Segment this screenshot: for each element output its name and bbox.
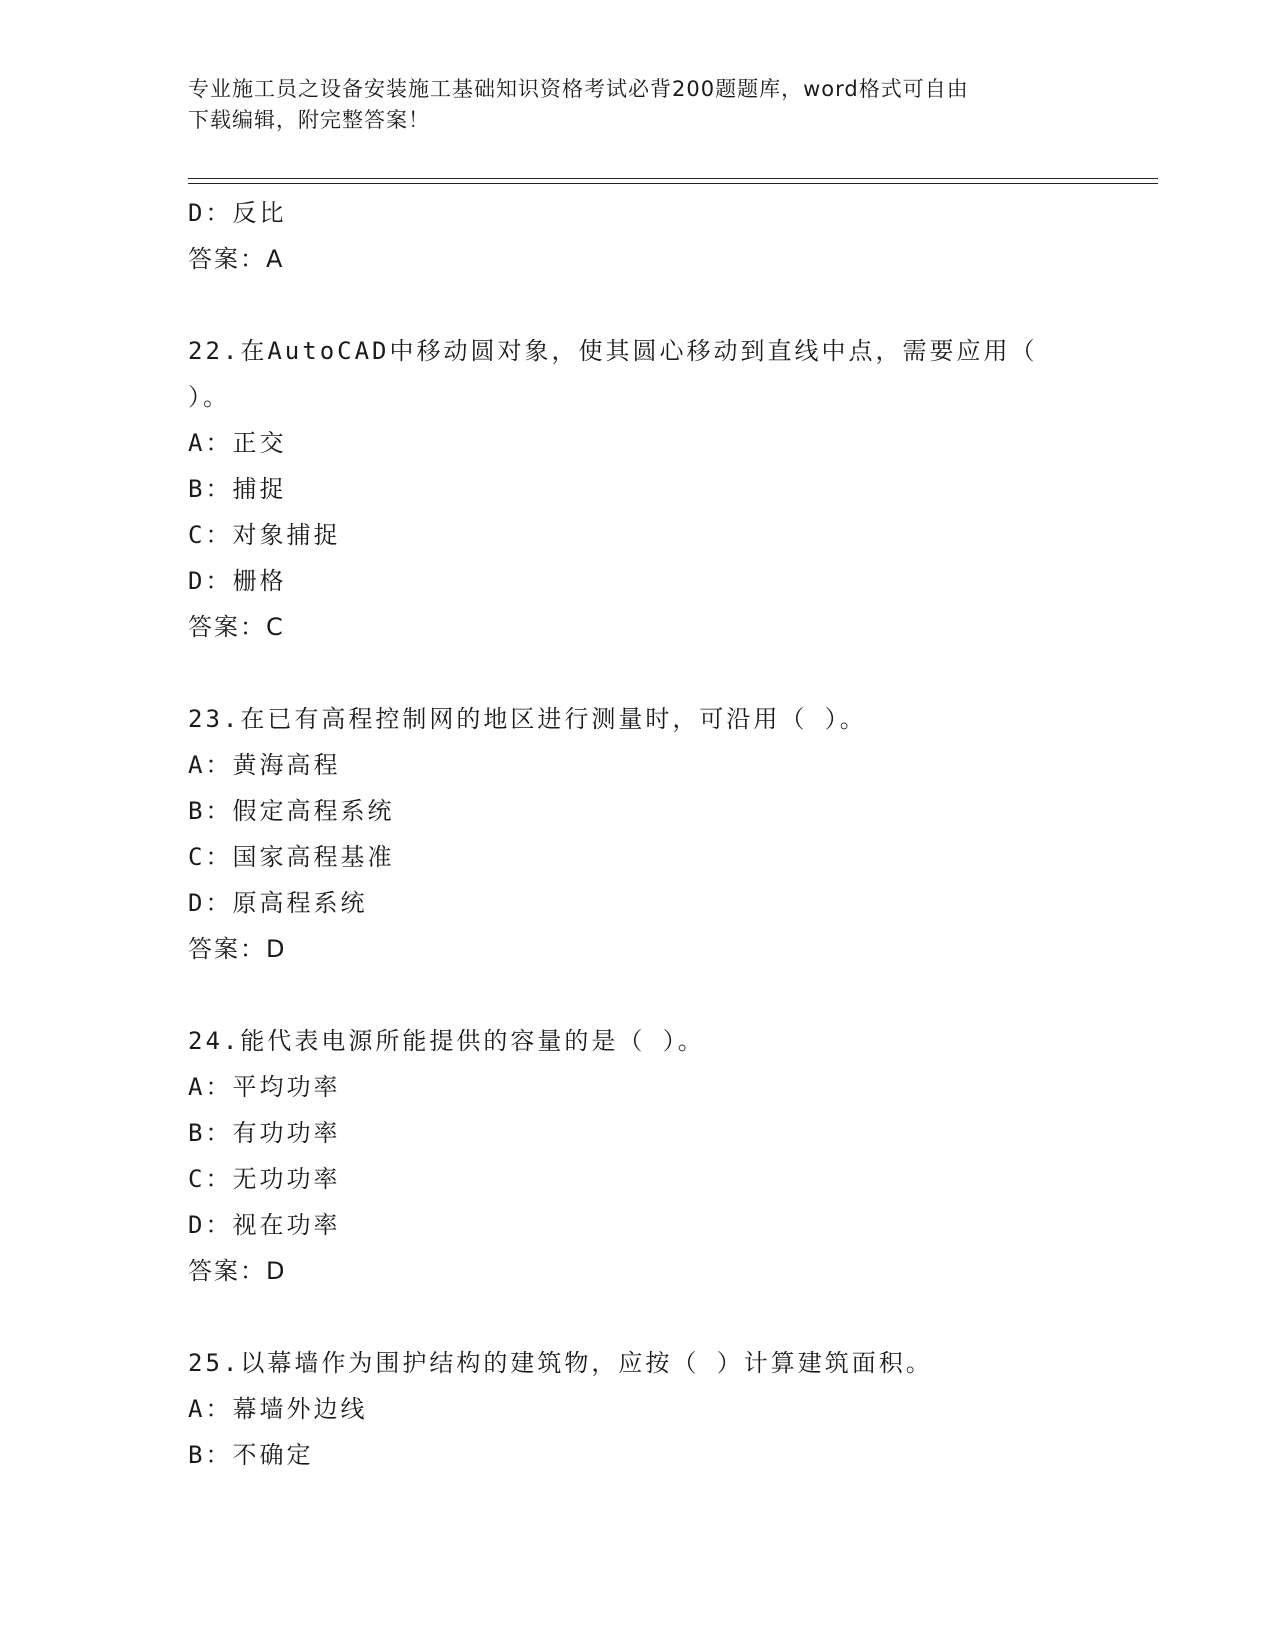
option-a: A：黄海高程: [188, 751, 341, 779]
question-21: [188, 190, 1158, 282]
question-stem: 24.能代表电源所能提供的容量的是（ ）。: [188, 1027, 705, 1055]
question-stem-continued: ）。: [188, 383, 230, 411]
header-divider-bottom: [188, 183, 1158, 184]
header-line-1: 专业施工员之设备安装施工基础知识资格考试必背200题题库，word格式可自由: [188, 77, 969, 101]
option-b: B：捕捉: [188, 475, 287, 503]
document-header: [188, 74, 1088, 136]
answer: 答案：D: [188, 935, 287, 963]
header-divider-top: [188, 178, 1158, 179]
question-list: [188, 190, 1158, 1478]
answer: 答案：C: [188, 613, 285, 641]
option-b: B：假定高程系统: [188, 797, 395, 825]
option-b: B：有功功率: [188, 1119, 341, 1147]
question-stem: 23.在已有高程控制网的地区进行测量时，可沿用（ ）。: [188, 705, 867, 733]
spacer: [188, 282, 1158, 328]
question-24: [188, 1018, 1158, 1294]
option-c: C：无功功率: [188, 1165, 341, 1193]
option-d: D：栅格: [188, 567, 287, 595]
option-a: A：平均功率: [188, 1073, 341, 1101]
question-25: [188, 1340, 1158, 1478]
question-stem: 25.以幕墙作为围护结构的建筑物，应按（ ）计算建筑面积。: [188, 1349, 933, 1377]
header-line-2: 下载编辑，附完整答案！: [188, 108, 430, 132]
option-d: D：原高程系统: [188, 889, 368, 917]
option-c: C：国家高程基准: [188, 843, 395, 871]
spacer: [188, 1294, 1158, 1340]
answer: 答案：D: [188, 1257, 287, 1285]
option-d: D：反比: [188, 199, 287, 227]
question-22: [188, 328, 1158, 650]
option-c: C：对象捕捉: [188, 521, 341, 549]
question-23: [188, 696, 1158, 972]
spacer: [188, 972, 1158, 1018]
spacer: [188, 650, 1158, 696]
option-b: B：不确定: [188, 1441, 314, 1469]
option-a: A：幕墙外边线: [188, 1395, 368, 1423]
question-stem: 22.在AutoCAD中移动圆对象，使其圆心移动到直线中点，需要应用（: [188, 337, 1038, 365]
answer: 答案：A: [188, 245, 285, 273]
option-d: D：视在功率: [188, 1211, 341, 1239]
option-a: A：正交: [188, 429, 287, 457]
